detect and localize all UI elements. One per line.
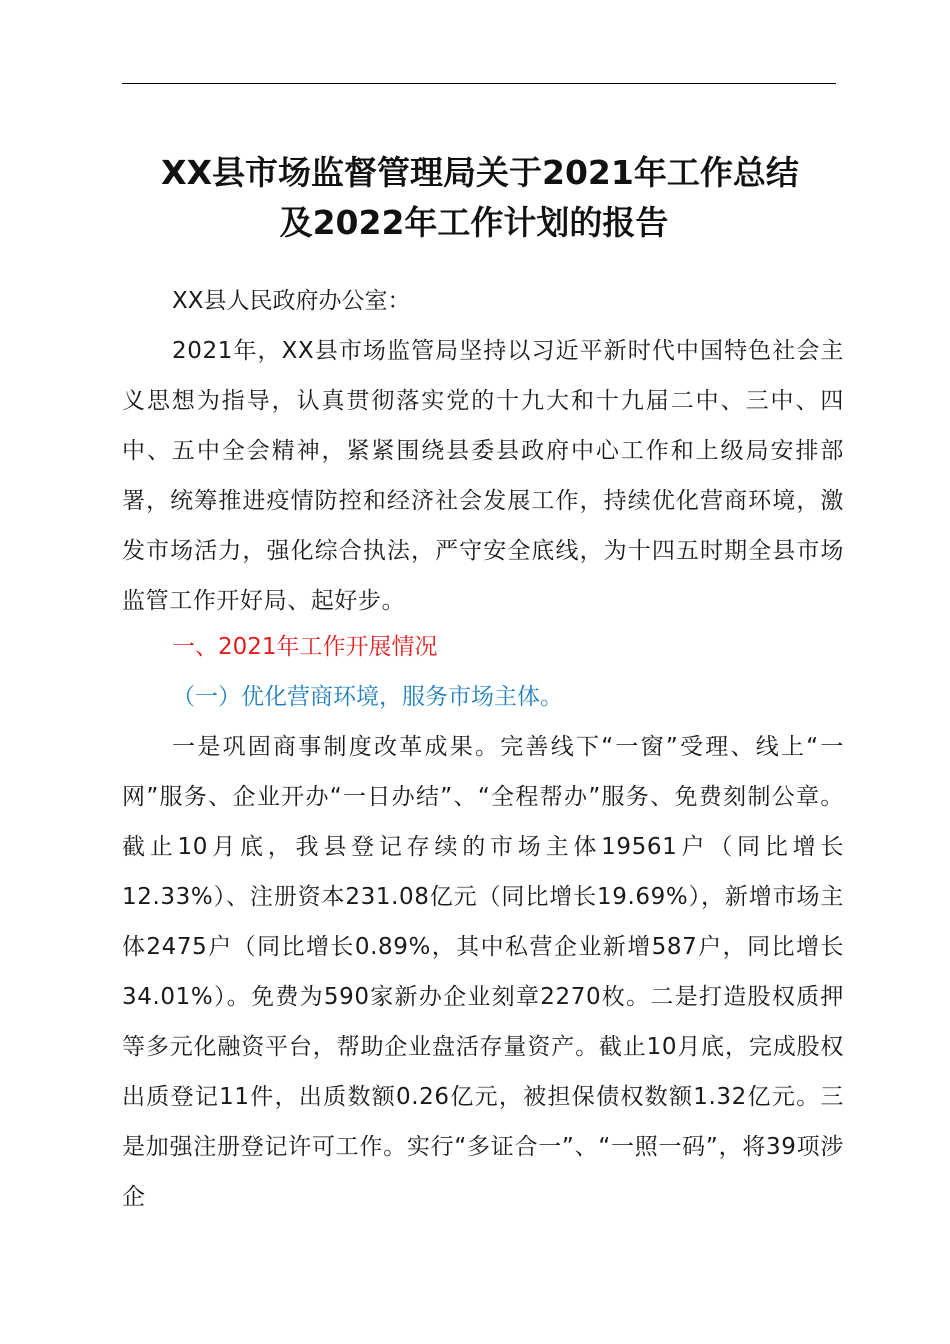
subsection-heading: （一）优化营商环境，服务市场主体。 bbox=[172, 684, 563, 710]
intro-paragraph: 2021年，XX县市场监管局坚持以习近平新时代中国特色社会主义思想为指导，认真贯彻落实党的十九大和十九届二中、三中、四中、五中全会精神，紧紧围绕县委县政府中心工作和上级局安排部署，统筹推进疫情防控和经济社会发展工作，持续优化营商环境，激发市场活力，强化综合执法，严守安全底线，为十四五时期全县市场监管工作开好局、起好步。 bbox=[122, 338, 844, 614]
title-line-2: 及2022年工作计划的报告 bbox=[279, 203, 669, 242]
body-paragraph: 一是巩固商事制度改革成果。完善线下“一窗”受理、线上“一网”服务、企业开办“一日办结”、“全程帮办”服务、免费刻制公章。截止10月底，我县登记存续的市场主体19561户（同比增长12.33%）、注册资本231.08亿元（同比增长19.69%），新增市场主体2475户（同比增长0.89%，其中私营企业新增587户，同比增长34.01%）。免费为590家新办企业刻章2270枚。二是打造股权质押等多元化融资平台，帮助企业盘活存量资产。截止10月底，完成股权出质登记11件，出质数额0.26亿元，被担保债权数额1.32亿元。三是加强注册登记许可工作。实行“多证合一”、“一照一码”，将39项涉企 bbox=[122, 734, 844, 1210]
section-heading: 一、2021年工作开展情况 bbox=[172, 634, 438, 660]
header-rule bbox=[122, 83, 836, 84]
title-line-1: XX县市场监督管理局关于2021年工作总结 bbox=[161, 153, 799, 192]
salutation: XX县人民政府办公室： bbox=[172, 288, 411, 314]
document-title bbox=[100, 148, 860, 248]
